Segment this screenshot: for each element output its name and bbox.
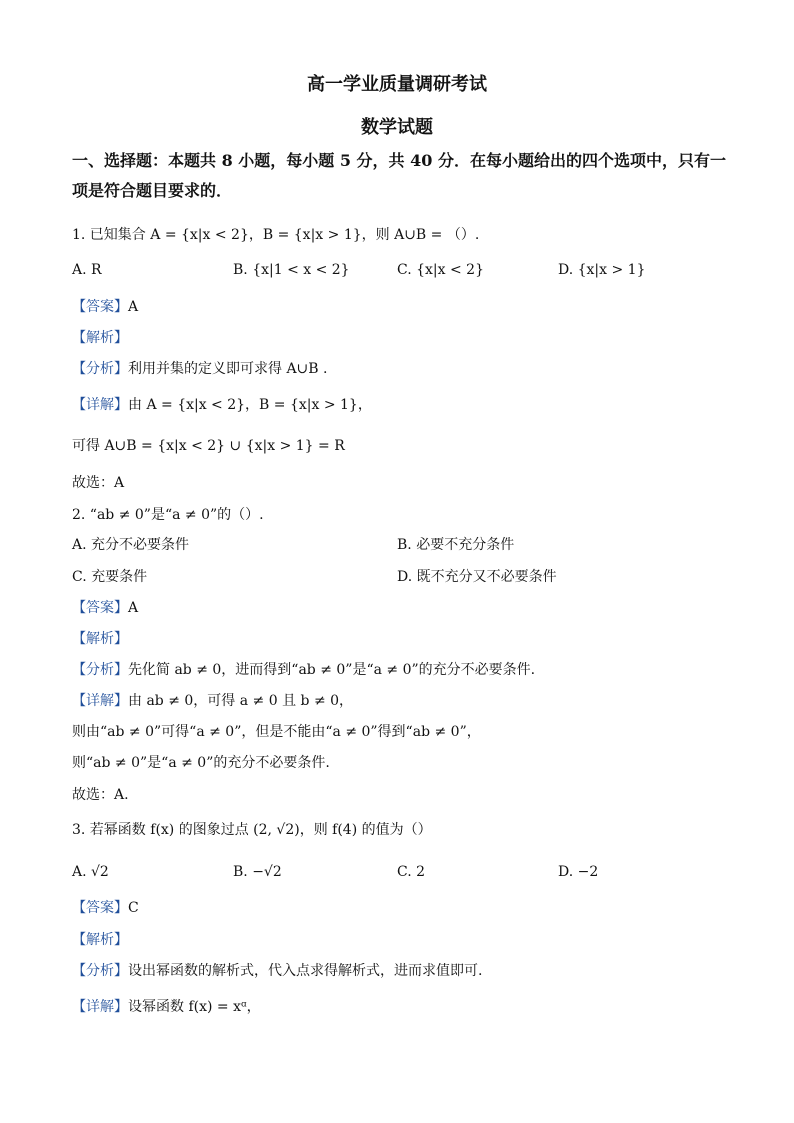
q1-answer <box>72 297 754 317</box>
q2-line2: 则由“ab ≠ 0”可得“a ≠ 0”，但是不能由“a ≠ 0”得到“ab ≠ 0”， <box>72 724 481 740</box>
q2-line3: 则“ab ≠ 0”是“a ≠ 0”的充分不必要条件. <box>72 755 330 771</box>
q3-fenxi <box>72 961 754 981</box>
xiangjie-text: 由 ab ≠ 0，可得 a ≠ 0 且 b ≠ 0， <box>128 693 354 709</box>
xiangjie-tag: 【详解】 <box>72 693 128 709</box>
fenxi-text: 设出幂函数的解析式，代入点求得解析式，进而求值即可. <box>128 963 483 979</box>
section-heading: 一、选择题：本题共 8 小题，每小题 5 分，共 40 分．在每小题给出的四个选项中，只有一项是符合题目要求的． <box>72 151 726 200</box>
q3-answer <box>72 898 754 918</box>
q1-option-a: A. R <box>72 262 102 278</box>
q1-xiangjie <box>72 395 754 415</box>
q1-jiexi: 【解析】 <box>72 330 128 346</box>
q1-option-d: D. {x|x > 1} <box>558 262 646 278</box>
q2-answer <box>72 598 754 618</box>
q2-option-c: C. 充要条件 <box>72 569 148 585</box>
q3-stem: 3. 若幂函数 f(x) 的图象过点 (2, √2)，则 f(4) 的值为（） <box>72 822 432 838</box>
answer-tag: 【答案】 <box>72 299 128 315</box>
answer-tag: 【答案】 <box>72 900 128 916</box>
q2-xiangjie <box>72 691 754 711</box>
q3-jiexi: 【解析】 <box>72 932 128 948</box>
q3-option-c: C. 2 <box>397 864 426 880</box>
page-title: 高一学业质量调研考试 <box>307 74 487 95</box>
q2-conclusion: 故选：A. <box>72 787 129 803</box>
q1-option-b: B. {x|1 < x < 2} <box>233 262 350 278</box>
answer-tag: 【答案】 <box>72 600 128 616</box>
q2-stem: 2. “ab ≠ 0”是“a ≠ 0”的（）. <box>72 507 264 523</box>
q1-fenxi <box>72 359 754 379</box>
q1-conclusion: 故选：A <box>72 475 125 491</box>
q3-xiangjie <box>72 997 754 1017</box>
answer-value: C <box>128 900 139 916</box>
xiangjie-text: 由 A = {x|x < 2}，B = {x|x > 1}， <box>128 397 372 413</box>
q3-option-b: B. −√2 <box>233 864 282 880</box>
xiangjie-tag: 【详解】 <box>72 999 128 1015</box>
answer-value: A <box>128 600 139 616</box>
page-subtitle: 数学试题 <box>361 117 433 138</box>
fenxi-text: 先化简 ab ≠ 0，进而得到“ab ≠ 0”是“a ≠ 0”的充分不必要条件. <box>128 662 536 678</box>
q2-option-a: A. 充分不必要条件 <box>72 537 190 553</box>
fenxi-tag: 【分析】 <box>72 361 128 377</box>
q2-fenxi <box>72 660 754 680</box>
fenxi-text: 利用并集的定义即可求得 A∪B . <box>128 361 328 377</box>
answer-value: A <box>128 299 139 315</box>
q1-stem: 1. 已知集合 A = {x|x < 2}，B = {x|x > 1}，则 A∪B = （）. <box>72 227 480 243</box>
q1-option-c: C. {x|x < 2} <box>397 262 484 278</box>
q1-line2: 可得 A∪B = {x|x < 2} ∪ {x|x > 1} = R <box>72 438 345 454</box>
fenxi-tag: 【分析】 <box>72 963 128 979</box>
q2-option-b: B. 必要不充分条件 <box>397 537 515 553</box>
q3-option-a: A. √2 <box>72 864 109 880</box>
fenxi-tag: 【分析】 <box>72 662 128 678</box>
q2-jiexi: 【解析】 <box>72 631 128 647</box>
xiangjie-text: 设幂函数 f(x) = xᵅ， <box>128 999 261 1015</box>
xiangjie-tag: 【详解】 <box>72 397 128 413</box>
q2-option-d: D. 既不充分又不必要条件 <box>397 569 557 585</box>
q3-option-d: D. −2 <box>558 864 599 880</box>
